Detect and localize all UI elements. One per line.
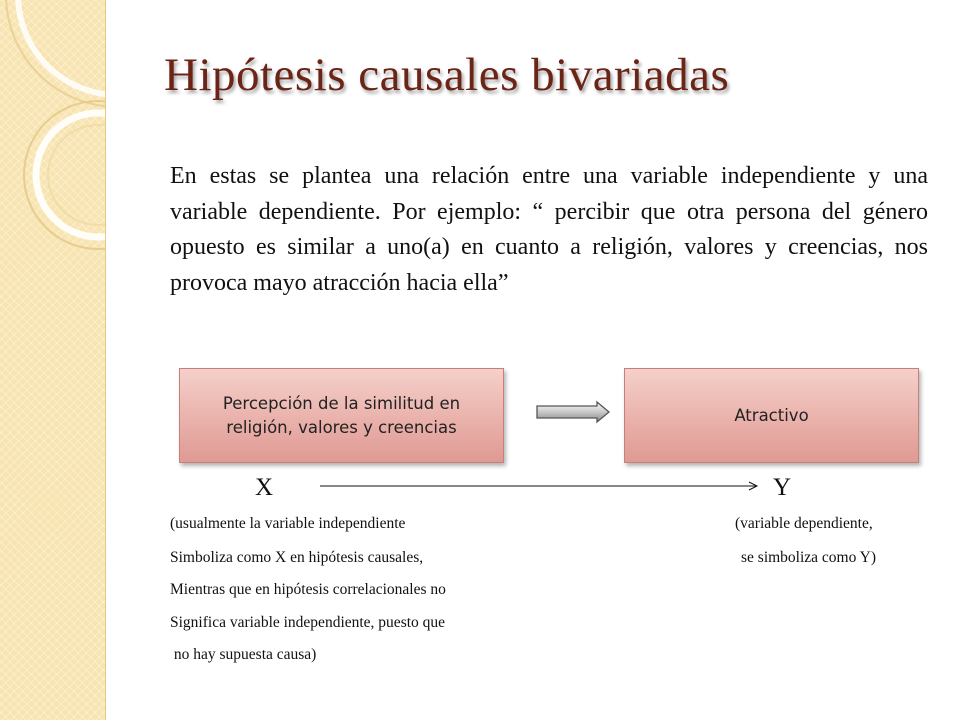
y-label: Y xyxy=(773,474,792,501)
note-left-line-4: Significa variable independiente, puesto que xyxy=(170,614,446,631)
block-arrow-icon xyxy=(535,400,611,424)
slide-title: Hipótesis causales bivariadas xyxy=(164,49,730,101)
note-right-line-1: (variable dependiente, xyxy=(735,515,873,532)
decorative-circles-icon xyxy=(0,0,105,720)
note-right-line-2: se simboliza como Y) xyxy=(741,549,877,566)
note-left-line-3: Mientras que en hipótesis correlacionales no xyxy=(170,581,446,598)
decorative-sidebar xyxy=(0,0,106,720)
note-left-line-2: Simboliza como X en hipótesis causales, xyxy=(170,549,424,566)
note-left-line-5: no hay supuesta causa) xyxy=(170,646,317,663)
cause-box-label: Percepción de la similitud en religión, valores y creencias xyxy=(222,393,461,437)
effect-box-label: Atractivo xyxy=(734,405,809,425)
x-label: X xyxy=(255,474,274,501)
effect-box xyxy=(624,368,919,463)
intro-paragraph: En estas se plantea una relación entre una variable independiente y una variable dependiente. Por ejemplo: “ percibir que otra persona del género opuesto es similar a uno(a) en cuanto a religión, valores y creencias, nos provoca mayo atracción hacia ella” xyxy=(170,163,928,296)
x-to-y-arrow-icon xyxy=(320,480,760,492)
cause-box xyxy=(179,368,504,463)
note-left-line-1: (usualmente la variable independiente xyxy=(170,515,406,532)
